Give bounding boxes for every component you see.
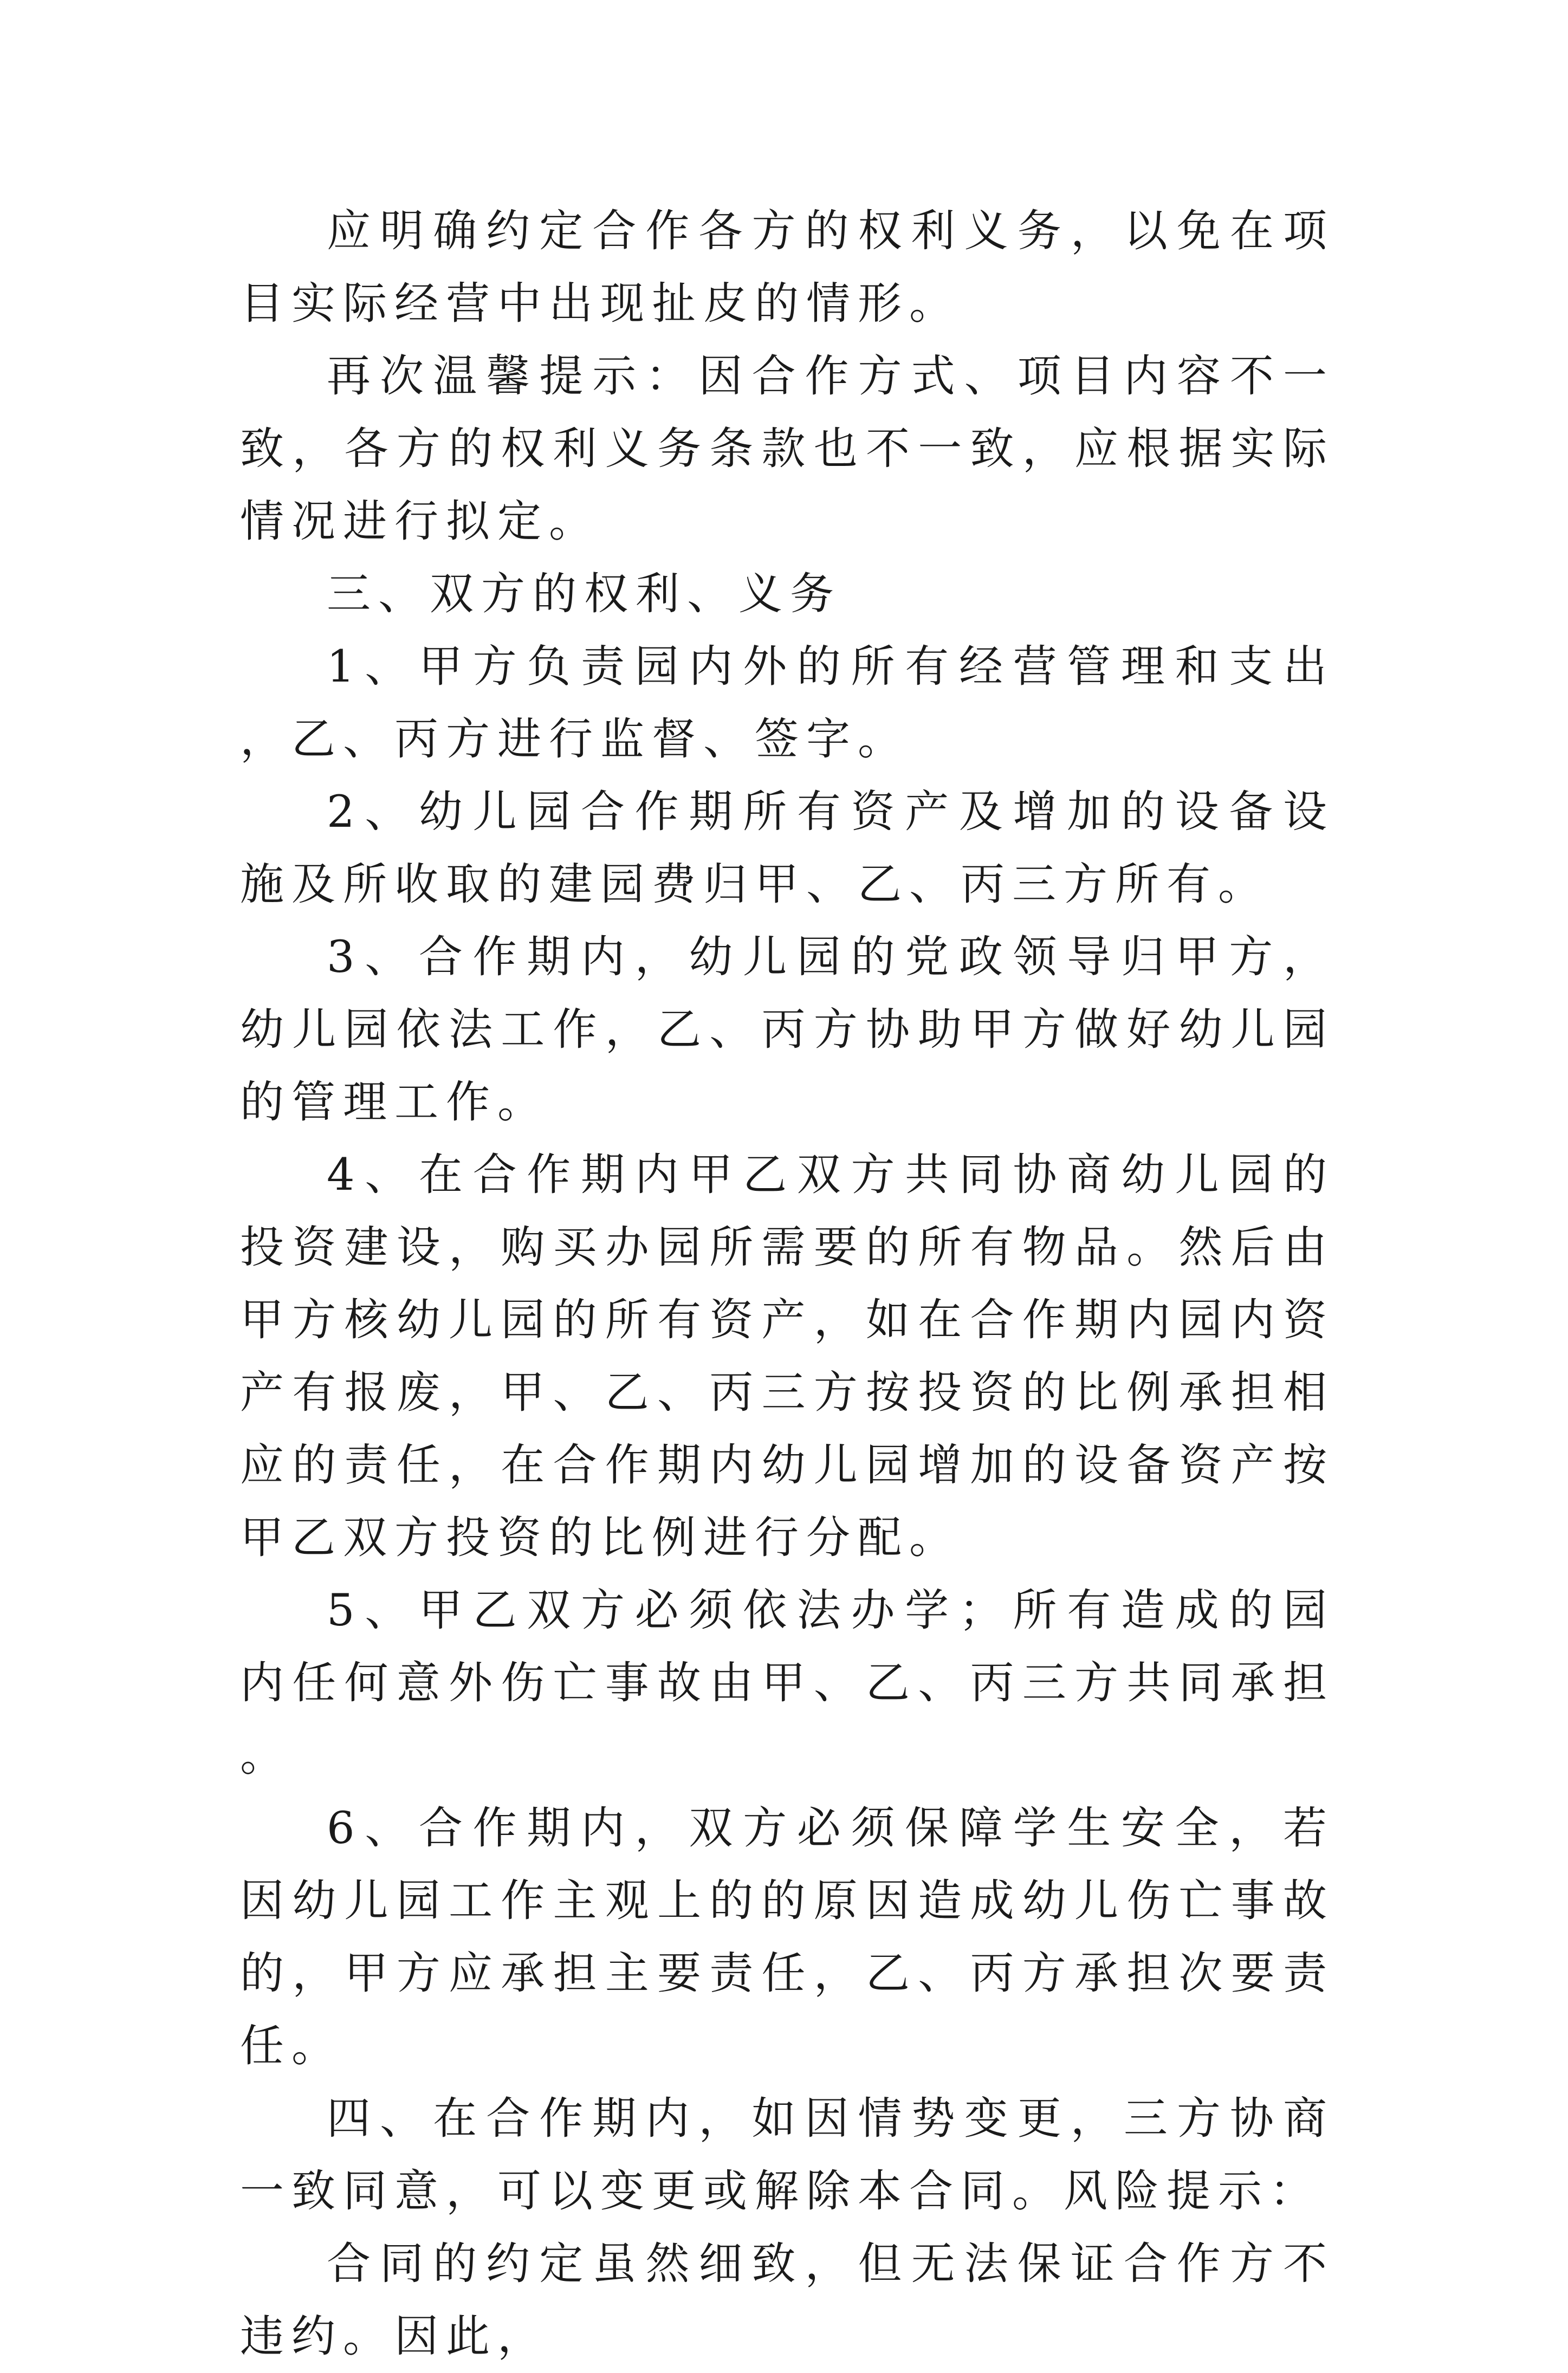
paragraph-rights-obligations-note: 应明确约定合作各方的权利义务，以免在项目实际经营中出现扯皮的情形。 xyxy=(240,206,1334,329)
clause-2: 2、幼儿园合作期所有资产及增加的设备设施及所收取的建园费归甲、乙、丙三方所有。 xyxy=(240,787,1334,910)
clause-1: 1、甲方负责园内外的所有经营管理和支出，乙、丙方进行监督、签字。 xyxy=(240,641,1334,765)
section-four-change-termination: 四、在合作期内，如因情势变更，三方协商一致同意，可以变更或解除本合同。风险提示： xyxy=(240,2093,1334,2217)
section-heading-rights-obligations: 三、双方的权利、义务 xyxy=(327,569,842,620)
clause-4: 4、在合作期内甲乙双方共同协商幼儿园的投资建设，购买办园所需要的所有物品。然后由甲方核幼儿园的所有资产，如在合作期内园内资产有报废，甲、乙、丙三方按投资的比例承担相应的责任，在合作期内幼儿园增加的设备资产按甲乙双方投资的比例进行分配。 xyxy=(240,1150,1334,1564)
clause-6: 6、合作期内，双方必须保障学生安全，若因幼儿园工作主观上的的原因造成幼儿伤亡事故的，甲方应承担主要责任，乙、丙方承担次要责任。 xyxy=(240,1803,1334,2072)
paragraph-reminder: 再次温馨提示：因合作方式、项目内容不一致，各方的权利义务条款也不一致，应根据实际情况进行拟定。 xyxy=(240,351,1334,547)
paragraph-risk-note: 合同的约定虽然细致，但无法保证合作方不违约。因此， xyxy=(240,2239,1334,2362)
clause-3: 3、合作期内，幼儿园的党政领导归甲方，幼儿园依法工作，乙、丙方协助甲方做好幼儿园的管理工作。 xyxy=(240,932,1334,1128)
document-body xyxy=(240,195,1334,2373)
clause-5: 5、甲乙双方必须依法办学；所有造成的园内任何意外伤亡事故由甲、乙、丙三方共同承担。 xyxy=(240,1585,1334,1781)
